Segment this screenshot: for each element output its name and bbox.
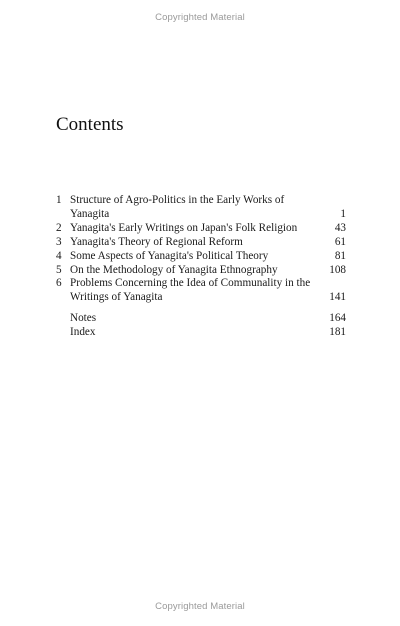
chapter-title: Yanagita's Theory of Regional Reform [70, 235, 243, 248]
toc-entry-chapter-5[interactable] [56, 264, 346, 278]
toc-entry-notes[interactable] [56, 312, 346, 326]
section-spacer [56, 305, 346, 312]
chapter-title: Yanagita's Early Writings on Japan's Folk Religion [70, 221, 298, 234]
chapter-title: Problems Concerning the Idea of Communality in the Writings of Yanagita [70, 277, 311, 304]
chapter-title: Structure of Agro-Politics in the Early Works of Yanagita [70, 194, 285, 220]
toc-entry-chapter-1[interactable] [56, 194, 346, 222]
toc-entry-index[interactable] [56, 326, 346, 340]
toc-entry-chapter-2[interactable] [56, 222, 346, 236]
page-number: 61 [334, 235, 346, 248]
copyright-watermark-top: Copyrighted Material [155, 12, 245, 23]
chapter-number: 6 [56, 277, 62, 290]
chapter-number: 5 [56, 263, 62, 276]
table-of-contents [56, 194, 346, 340]
copyright-watermark-bottom: Copyrighted Material [155, 601, 245, 612]
page-number: 81 [334, 249, 346, 262]
page-title: Contents [56, 114, 124, 135]
chapter-number: 3 [56, 235, 62, 248]
page-number: 181 [329, 326, 346, 339]
back-matter-title: Notes [70, 312, 97, 325]
toc-entry-chapter-4[interactable] [56, 250, 346, 264]
page-number: 108 [329, 263, 346, 276]
chapter-title: Some Aspects of Yanagita's Political Theory [70, 249, 269, 262]
page-number: 43 [334, 221, 346, 234]
chapter-number: 1 [56, 194, 62, 206]
page-number: 1 [340, 207, 346, 220]
toc-entry-chapter-3[interactable] [56, 236, 346, 250]
toc-entry-chapter-6[interactable] [56, 277, 346, 305]
back-matter-title: Index [70, 326, 96, 339]
page-number: 164 [329, 312, 346, 325]
chapter-number: 2 [56, 221, 62, 234]
chapter-title: On the Methodology of Yanagita Ethnography [70, 263, 278, 276]
page-number: 141 [329, 291, 346, 304]
chapter-number: 4 [56, 249, 62, 262]
